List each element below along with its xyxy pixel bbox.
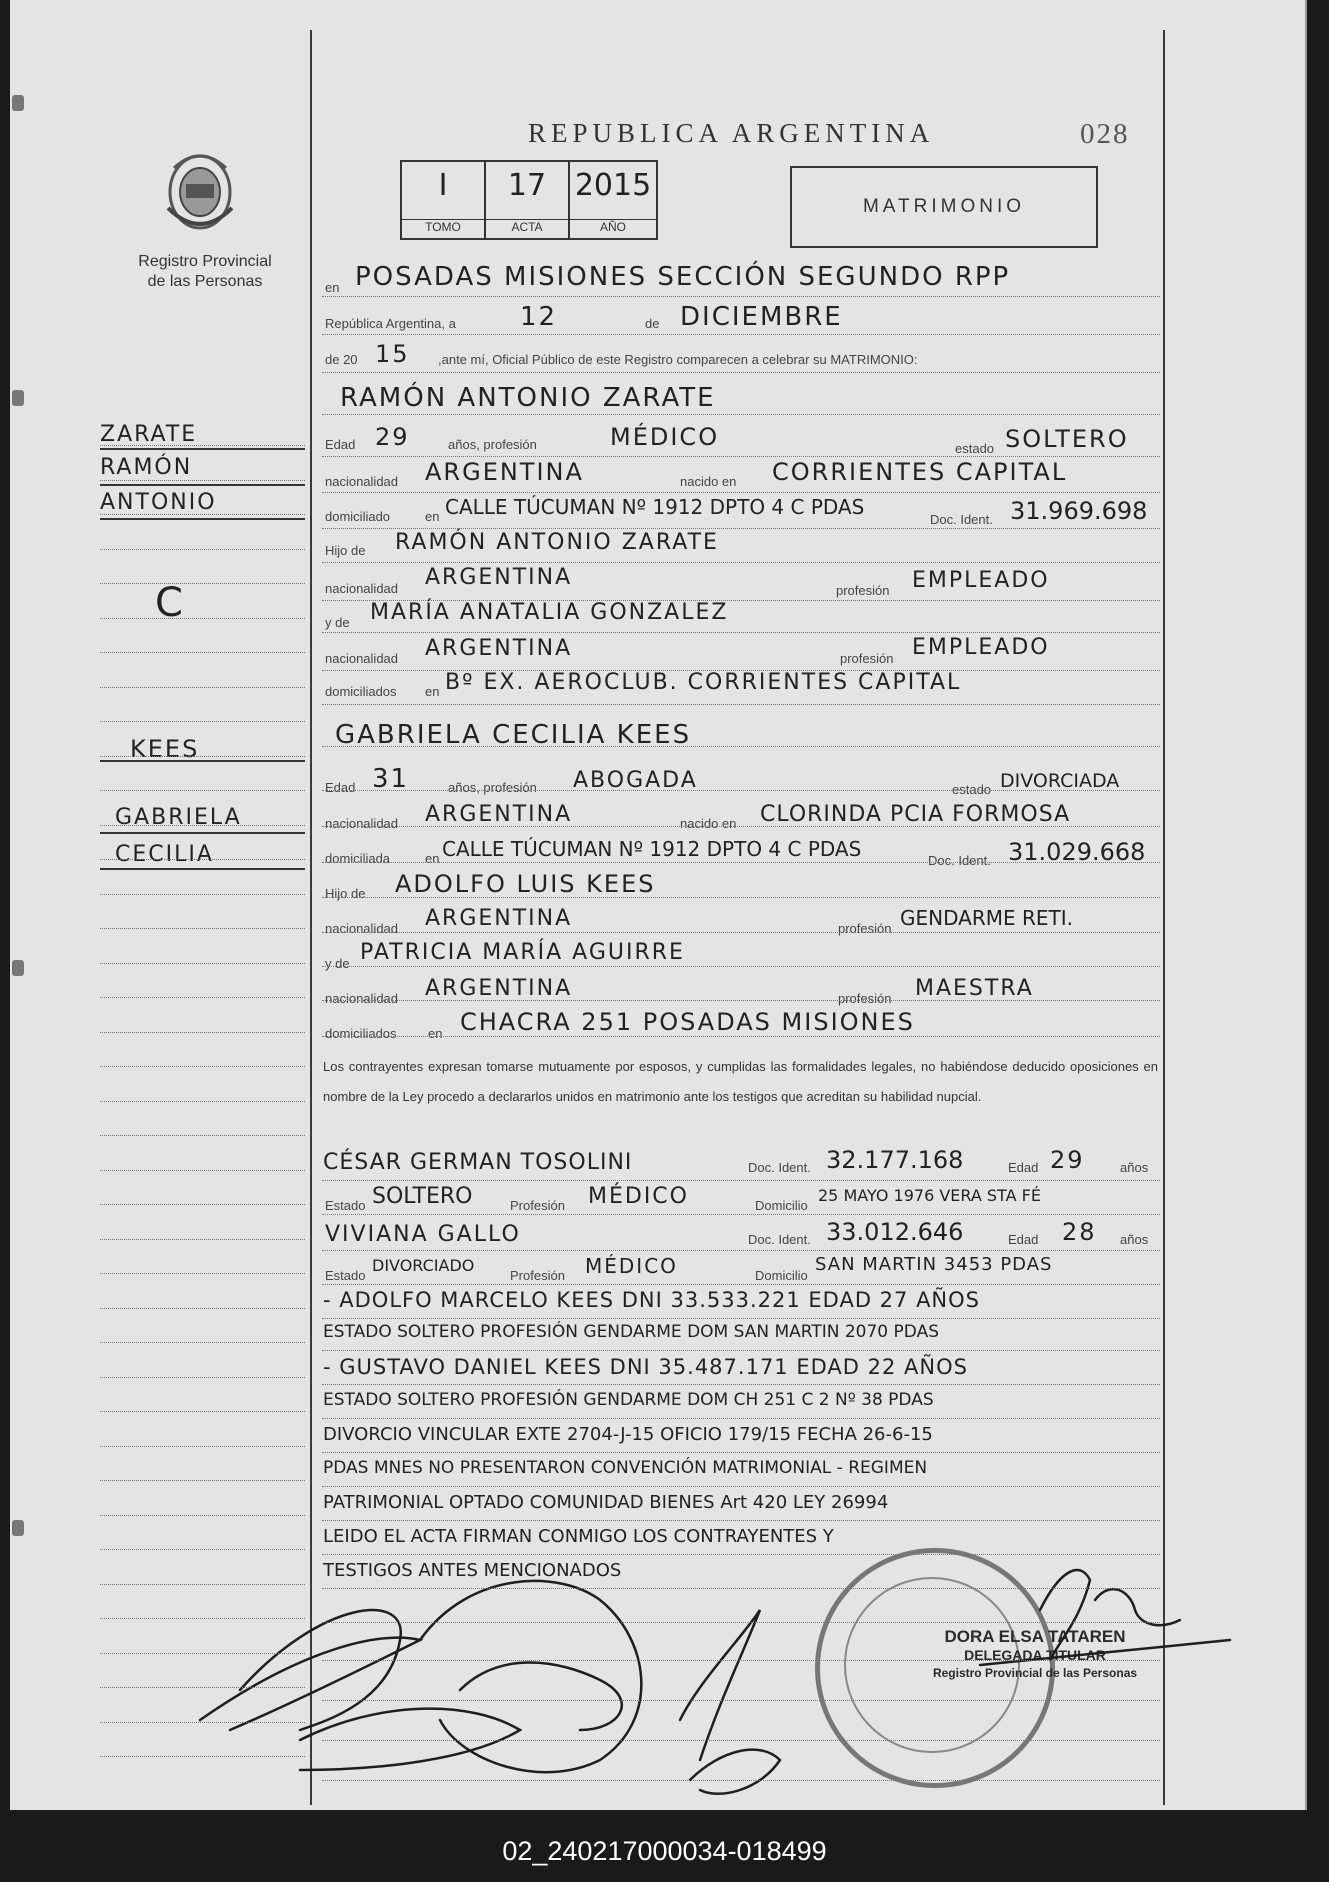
margin-ruled-line — [100, 1239, 305, 1240]
anio-value: 2015 — [574, 168, 652, 203]
margin-ruled-line — [100, 1032, 305, 1033]
margin-name-underline — [100, 484, 305, 486]
margin-ruled-line — [100, 1308, 305, 1309]
groom-mother: MARÍA ANATALIA GONZALEZ — [370, 600, 729, 625]
label-groom-parents-en: en — [425, 684, 440, 699]
bride-mother: PATRICIA MARÍA AGUIRRE — [360, 940, 685, 965]
body-ruled-line — [322, 1284, 1160, 1285]
label-groom-father-prof: profesión — [836, 583, 890, 598]
groom-doc: 31.969.698 — [1010, 497, 1148, 525]
body-ruled-line — [322, 826, 1160, 827]
margin-ruled-line — [100, 1515, 305, 1516]
label-witness-2-doc: Doc. Ident. — [748, 1232, 811, 1247]
label-groom-profesion: años, profesión — [448, 437, 537, 452]
witness-2-status: DIVORCIADO — [372, 1256, 475, 1275]
label-groom-father-nac: nacionalidad — [325, 581, 399, 596]
label-witness-2-anos: años — [1120, 1232, 1149, 1247]
groom-parents-address: Bº EX. AEROCLUB. CORRIENTES CAPITAL — [445, 670, 962, 695]
witness-1-address: 25 MAYO 1976 VERA STA FÉ — [818, 1186, 1041, 1205]
body-ruled-line — [322, 414, 1160, 415]
label-nacido-en: nacido en — [680, 474, 737, 489]
folio-number: 028 — [1080, 118, 1130, 150]
witness-2-profession: MÉDICO — [585, 1254, 678, 1278]
label-bride-edad: Edad — [325, 780, 356, 795]
groom-mother-nationality: ARGENTINA — [425, 636, 573, 661]
acta-value: 17 — [507, 168, 547, 203]
body-ruled-line — [322, 296, 1160, 297]
witness-1-age: 29 — [1050, 1146, 1085, 1174]
margin-ruled-line — [100, 1135, 305, 1136]
bride-name: GABRIELA CECILIA KEES — [335, 720, 692, 750]
bride-age: 31 — [372, 764, 410, 794]
label-witness-2-domicilio: Domicilio — [755, 1268, 808, 1283]
margin-ruled-line — [100, 894, 305, 895]
witness-2-age: 28 — [1062, 1218, 1097, 1246]
label-bride-hijo-de: Hijo de — [325, 886, 366, 901]
body-ruled-line — [322, 1418, 1160, 1419]
witness-1-name: CÉSAR GERMAN TOSOLINI — [323, 1150, 633, 1175]
body-ruled-line — [322, 1350, 1160, 1351]
body-ruled-line — [322, 1036, 1160, 1037]
act-day: 12 — [520, 302, 558, 332]
label-ante-mi: ,ante mí, Oficial Público de este Registro comparecen a celebrar su MATRIMONIO: — [438, 352, 918, 367]
bride-father-profession: GENDARME RETI. — [900, 906, 1073, 930]
extra-line-3: - GUSTAVO DANIEL KEES DNI 35.487.171 EDAD 22 AÑOS — [323, 1355, 968, 1379]
margin-ruled-line — [100, 480, 305, 481]
margin-ruled-line — [100, 1066, 305, 1067]
body-ruled-line — [322, 492, 1160, 493]
label-bride-en: en — [425, 851, 440, 866]
tomo-value: I — [438, 168, 448, 203]
label-groom-estado: estado — [955, 441, 995, 456]
margin-name-underline — [100, 518, 305, 520]
bride-birthplace: CLORINDA PCIA FORMOSA — [760, 802, 1071, 827]
label-bride-mother-nac: nacionalidad — [325, 991, 399, 1006]
body-ruled-line — [322, 1700, 1160, 1701]
extra-line-7: PATRIMONIAL OPTADO COMUNIDAD BIENES Art 420 LEY 26994 — [323, 1492, 889, 1513]
label-witness-1-anos: años — [1120, 1160, 1149, 1175]
margin-ruled-line — [100, 652, 305, 653]
margin-groom-surname: ZARATE — [100, 422, 198, 447]
body-ruled-line — [322, 456, 1160, 457]
label-witness-1-edad: Edad — [1008, 1160, 1039, 1175]
stamp-role: DELEGADA TITULAR — [964, 1647, 1106, 1663]
label-groom-y-de: y de — [325, 615, 350, 630]
bride-status: DIVORCIADA — [1000, 770, 1120, 792]
groom-father-profession: EMPLEADO — [912, 568, 1050, 593]
label-bride-estado: estado — [952, 782, 992, 797]
label-groom-hijo-de: Hijo de — [325, 543, 366, 558]
body-ruled-line — [322, 1318, 1160, 1319]
body-ruled-line — [322, 1486, 1160, 1487]
body-ruled-line — [322, 790, 1160, 791]
label-bride-y-de: y de — [325, 956, 350, 971]
label-bride-mother-prof: profesión — [838, 991, 892, 1006]
margin-ruled-line — [100, 1722, 305, 1723]
label-witness-1-doc: Doc. Ident. — [748, 1160, 811, 1175]
label-groom-mother-nac: nacionalidad — [325, 651, 399, 666]
bride-father-nationality: ARGENTINA — [425, 906, 573, 931]
margin-ruled-line — [100, 1687, 305, 1688]
label-bride-domiciliados: domiciliados — [325, 1026, 397, 1041]
body-ruled-line — [322, 1660, 1160, 1661]
bride-doc: 31.029.668 — [1008, 838, 1146, 866]
margin-ruled-line — [100, 1204, 305, 1205]
label-bride-parents-en: en — [428, 1026, 443, 1041]
body-ruled-line — [322, 966, 1160, 967]
extra-line-8: LEIDO EL ACTA FIRMAN CONMIGO LOS CONTRAYENTES Y — [323, 1526, 834, 1547]
body-ruled-line — [322, 1740, 1160, 1741]
margin-ruled-line — [100, 756, 305, 757]
document-title: REPUBLICA ARGENTINA — [528, 118, 935, 148]
margin-ruled-line — [100, 1584, 305, 1585]
label-groom-domiciliado: domiciliado — [325, 509, 391, 524]
label-witness-2-profesion: Profesión — [510, 1268, 565, 1283]
margin-ruled-line — [100, 1756, 305, 1757]
registry-line-1: Registro Provincial — [138, 253, 272, 270]
bride-father: ADOLFO LUIS KEES — [395, 870, 656, 898]
margin-ruled-line — [100, 1273, 305, 1274]
margin-ruled-line — [100, 1342, 305, 1343]
label-bride-father-prof: profesión — [838, 921, 892, 936]
margin-mark: C — [155, 580, 185, 626]
margin-ruled-line — [100, 618, 305, 619]
label-de: de — [645, 316, 660, 331]
extra-line-9: TESTIGOS ANTES MENCIONADOS — [323, 1560, 622, 1581]
anio-label: AÑO — [570, 219, 656, 238]
bride-mother-nationality: ARGENTINA — [425, 976, 573, 1001]
body-ruled-line — [322, 1452, 1160, 1453]
body-ruled-line — [322, 1000, 1160, 1001]
margin-ruled-line — [100, 721, 305, 722]
margin-name-underline — [100, 832, 305, 834]
bride-profession: ABOGADA — [573, 768, 698, 793]
extra-line-1: - ADOLFO MARCELO KEES DNI 33.533.221 EDAD 27 AÑOS — [323, 1288, 981, 1312]
image-identifier: 02_240217000034-018499 — [502, 1836, 827, 1866]
body-ruled-line — [322, 746, 1160, 747]
label-de-20: de 20 — [325, 352, 358, 367]
margin-bride-surname: KEES — [130, 735, 200, 763]
margin-ruled-line — [100, 514, 305, 515]
margin-ruled-line — [100, 1101, 305, 1102]
margin-ruled-line — [100, 928, 305, 929]
body-ruled-line — [322, 1520, 1160, 1521]
margin-ruled-line — [100, 859, 305, 860]
body-ruled-line — [322, 632, 1160, 633]
label-witness-1-profesion: Profesión — [510, 1198, 565, 1213]
body-ruled-line — [322, 670, 1160, 671]
stamp-office: Registro Provincial de las Personas — [932, 1666, 1138, 1680]
body-ruled-line — [322, 1214, 1160, 1215]
body-ruled-line — [322, 932, 1160, 933]
label-bride-nacionalidad: nacionalidad — [325, 816, 399, 831]
body-ruled-line — [322, 1588, 1160, 1589]
label-groom-edad: Edad — [325, 437, 356, 452]
witness-1-status: SOLTERO — [372, 1184, 473, 1209]
label-groom-nacionalidad: nacionalidad — [325, 474, 399, 489]
bride-mother-profession: MAESTRA — [915, 976, 1034, 1001]
margin-ruled-line — [100, 583, 305, 584]
act-place: POSADAS MISIONES SECCIÓN SEGUNDO RPP — [355, 262, 1011, 292]
groom-name: RAMÓN ANTONIO ZARATE — [340, 383, 716, 413]
margin-ruled-line — [100, 997, 305, 998]
margin-groom-given-1: RAMÓN — [100, 455, 193, 480]
bride-address: CALLE TÚCUMAN Nº 1912 DPTO 4 C PDAS — [442, 837, 862, 861]
body-ruled-line — [322, 1180, 1160, 1181]
label-bride-doc: Doc. Ident. — [928, 853, 991, 868]
body-ruled-line — [322, 897, 1160, 898]
groom-father: RAMÓN ANTONIO ZARATE — [395, 530, 719, 555]
label-witness-2-estado: Estado — [325, 1268, 366, 1283]
acta-label: ACTA — [486, 219, 568, 238]
witness-1-profession: MÉDICO — [588, 1184, 689, 1209]
groom-status: SOLTERO — [1005, 425, 1129, 453]
witness-2-address: SAN MARTIN 3453 PDAS — [815, 1254, 1053, 1275]
witness-2-name: VIVIANA GALLO — [325, 1222, 521, 1247]
margin-groom-given-2: ANTONIO — [100, 490, 217, 515]
body-ruled-line — [322, 1780, 1160, 1781]
margin-ruled-line — [100, 790, 305, 791]
margin-ruled-line — [100, 549, 305, 550]
tomo-label: TOMO — [402, 219, 484, 238]
act-type-box: MATRIMONIO — [790, 166, 1098, 248]
label-groom-domiciliados: domiciliados — [325, 684, 397, 699]
legal-declaration: Los contrayentes expresan tomarse mutuamente por esposos, y cumplidas las formalidades legales, no habiéndose deducido oposiciones en nombre de la Ley procedo a declararlos unidos en matrimonio ante los testigos que acreditan su habilidad nupcial. — [323, 1059, 1158, 1104]
label-bride-father-nac: nacionalidad — [325, 921, 399, 936]
groom-nationality: ARGENTINA — [425, 458, 584, 486]
groom-profession: MÉDICO — [610, 423, 720, 451]
margin-ruled-line — [100, 1549, 305, 1550]
label-en: en — [325, 280, 340, 295]
groom-father-nationality: ARGENTINA — [425, 565, 573, 590]
stamp-name: DORA ELSA TATAREN — [944, 1627, 1126, 1646]
extra-line-6: PDAS MNES NO PRESENTARON CONVENCIÓN MATRIMONIAL - REGIMEN — [323, 1458, 928, 1478]
margin-bride-given-1: GABRIELA — [115, 805, 242, 830]
margin-ruled-line — [100, 1411, 305, 1412]
margin-ruled-line — [100, 963, 305, 964]
groom-mother-profession: EMPLEADO — [912, 635, 1050, 660]
groom-address: CALLE TÚCUMAN Nº 1912 DPTO 4 C PDAS — [445, 495, 865, 519]
margin-ruled-line — [100, 1377, 305, 1378]
body-ruled-line — [322, 1622, 1160, 1623]
label-bride-nacido-en: nacido en — [680, 816, 737, 831]
margin-name-underline — [100, 760, 305, 762]
act-year-suffix: 15 — [375, 340, 410, 368]
label-groom-doc: Doc. Ident. — [930, 512, 993, 527]
margin-ruled-line — [100, 1446, 305, 1447]
body-ruled-line — [322, 704, 1160, 705]
label-republica: República Argentina, a — [325, 316, 456, 331]
body-ruled-line — [322, 528, 1160, 529]
extra-line-2: ESTADO SOLTERO PROFESIÓN GENDARME DOM SAN MARTIN 2070 PDAS — [323, 1322, 939, 1342]
label-bride-profesion: años, profesión — [448, 780, 537, 795]
label-groom-mother-prof: profesión — [840, 651, 894, 666]
extra-line-4: ESTADO SOLTERO PROFESIÓN GENDARME DOM CH 251 C 2 Nº 38 PDAS — [323, 1390, 934, 1410]
margin-ruled-line — [100, 1480, 305, 1481]
label-witness-2-edad: Edad — [1008, 1232, 1039, 1247]
margin-ruled-line — [100, 445, 305, 446]
registry-line-2: de las Personas — [147, 273, 263, 290]
margin-ruled-line — [100, 825, 305, 826]
label-witness-1-estado: Estado — [325, 1198, 366, 1213]
margin-ruled-line — [100, 1618, 305, 1619]
margin-ruled-line — [100, 1653, 305, 1654]
body-ruled-line — [322, 1250, 1160, 1251]
body-ruled-line — [322, 334, 1160, 335]
margin-name-underline — [100, 448, 305, 450]
label-groom-en: en — [425, 509, 440, 524]
bride-parents-address: CHACRA 251 POSADAS MISIONES — [460, 1008, 915, 1036]
margin-name-underline — [100, 868, 305, 870]
body-ruled-line — [322, 1384, 1160, 1385]
witness-2-doc: 33.012.646 — [826, 1218, 964, 1246]
margin-ruled-line — [100, 1170, 305, 1171]
body-ruled-line — [322, 1554, 1160, 1555]
extra-line-5: DIVORCIO VINCULAR EXTE 2704-J-15 OFICIO 179/15 FECHA 26-6-15 — [323, 1424, 933, 1445]
body-ruled-line — [322, 562, 1160, 563]
groom-birthplace: CORRIENTES CAPITAL — [772, 458, 1068, 486]
body-ruled-line — [322, 372, 1160, 373]
margin-ruled-line — [100, 687, 305, 688]
margin-bride-given-2: CECILIA — [115, 842, 214, 867]
label-bride-domiciliada: domiciliada — [325, 851, 391, 866]
bride-nationality: ARGENTINA — [425, 802, 573, 827]
witness-1-doc: 32.177.168 — [826, 1146, 964, 1174]
groom-age: 29 — [375, 423, 410, 451]
act-month: DICIEMBRE — [680, 302, 843, 332]
label-witness-1-domicilio: Domicilio — [755, 1198, 808, 1213]
body-ruled-line — [322, 600, 1160, 601]
body-ruled-line — [322, 862, 1160, 863]
